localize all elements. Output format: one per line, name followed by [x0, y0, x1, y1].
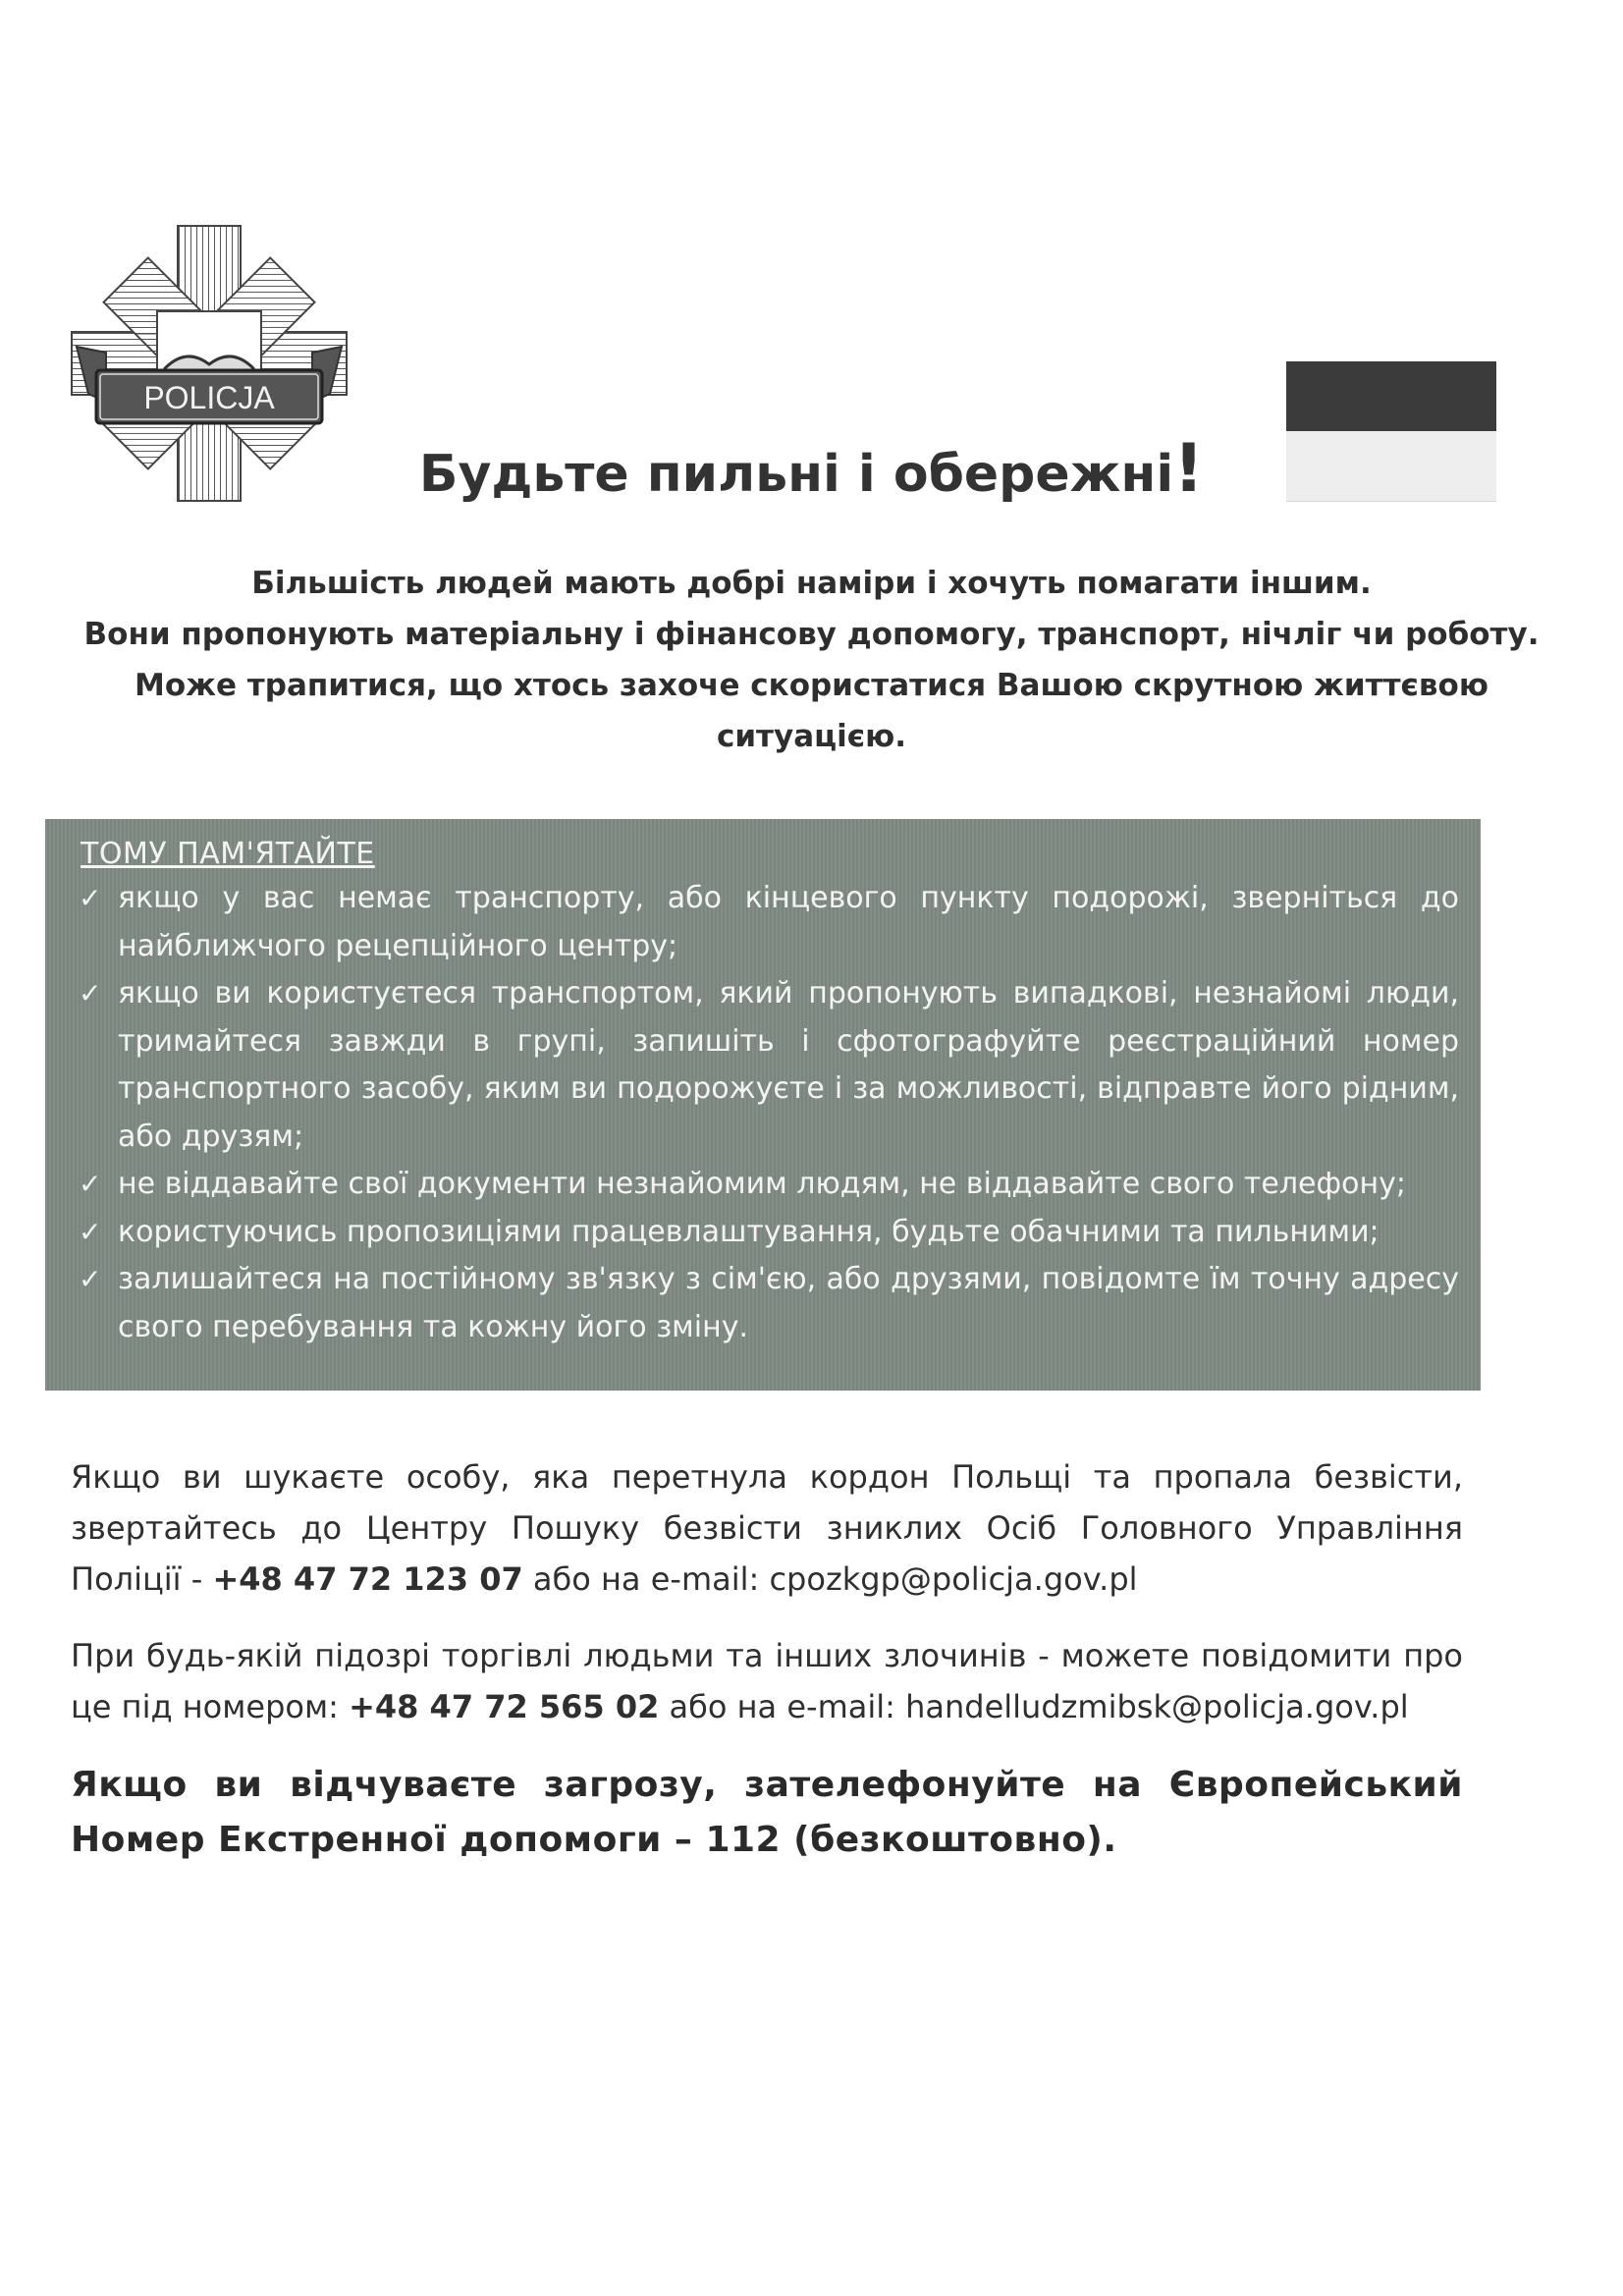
list-item [67, 1256, 1459, 1351]
logo-text: POLICJA [143, 380, 275, 415]
list-item-text: не віддавайте свої документи незнайомим людям, не віддавайте свого телефону; [118, 1167, 1406, 1201]
list-item [67, 875, 1459, 970]
list-item-text: користуючись пропозиціями працевлаштування, будьте обачними та пильними; [118, 1214, 1380, 1249]
intro-line: Більшість людей мають добрі наміри і хочуть помагати іншим. [251, 566, 1372, 601]
check-icon: ✓ [79, 882, 102, 914]
list-item [67, 970, 1459, 1161]
list-item-text: якщо у вас немає транспорту, або кінцевого пункту подорожі, зверніться до найближчого рецепційного центру; [118, 881, 1459, 963]
trafficking-phone: +48 47 72 565 02 [349, 1688, 660, 1725]
remember-box [45, 819, 1481, 1391]
trafficking-mid: або на e-mail: [659, 1688, 906, 1725]
list-item-text: якщо ви користуєтеся транспортом, який пропонують випадкові, незнайомі люди, тримайтеся завжди в групі, запишіть і сфотографуйте реєстраційний номер транспортного засобу, яким ви подорожуєте і за можливості, відправте його рідним, або друзям; [118, 976, 1459, 1154]
title-exclamation: ! [1173, 430, 1205, 508]
check-icon: ✓ [79, 1215, 102, 1248]
list-item-text: залишайтеся на постійному зв'язку з сім'єю, або друзями, повідомте їм точну адресу свого перебування та кожну його зміну. [118, 1262, 1459, 1344]
missing-mid: або на e-mail: [522, 1560, 770, 1598]
trafficking-text: При будь-якій підозрі торгівлі людьми та інших злочинів - можете повідомити про це під номером: [71, 1637, 1463, 1725]
page-title [0, 430, 1623, 508]
missing-email: cpozkgp@policja.gov.pl [769, 1560, 1138, 1598]
intro-line: Вони пропонують матеріальну і фінансову допомогу, транспорт, нічліг чи роботу. [83, 617, 1540, 652]
missing-persons-paragraph [71, 1451, 1463, 1605]
check-icon: ✓ [79, 1168, 102, 1200]
remember-heading: ТОМУ ПАМ'ЯТАЙТЕ [81, 837, 375, 871]
title-text: Будьте пильні і обережні [418, 445, 1174, 504]
emergency-paragraph: Якщо ви відчуваєте загрозу, зателефонуйте на Європейський Номер Екстренної допомоги – 112 (безкоштовно). [71, 1765, 1463, 1860]
trafficking-paragraph [71, 1630, 1463, 1732]
flag-top-stripe [1286, 361, 1496, 431]
list-item [67, 1209, 1459, 1257]
remember-list [67, 875, 1459, 1351]
trafficking-email: handelludzmibsk@policja.gov.pl [905, 1688, 1409, 1725]
missing-phone: +48 47 72 123 07 [212, 1560, 523, 1598]
intro-line: Може трапитися, що хтось захоче скористатися Вашою скрутною життєвою ситуацією. [135, 668, 1488, 754]
missing-text: Якщо ви шукаєте особу, яка перетнула кордон Польщі та пропала безвісти, звертайтесь до Центру Пошуку безвісти зниклих Осіб Головного Управління Поліції - [71, 1458, 1463, 1598]
check-icon: ✓ [79, 977, 102, 1010]
check-icon: ✓ [79, 1263, 102, 1295]
list-item [67, 1161, 1459, 1209]
intro-paragraph [79, 558, 1544, 762]
